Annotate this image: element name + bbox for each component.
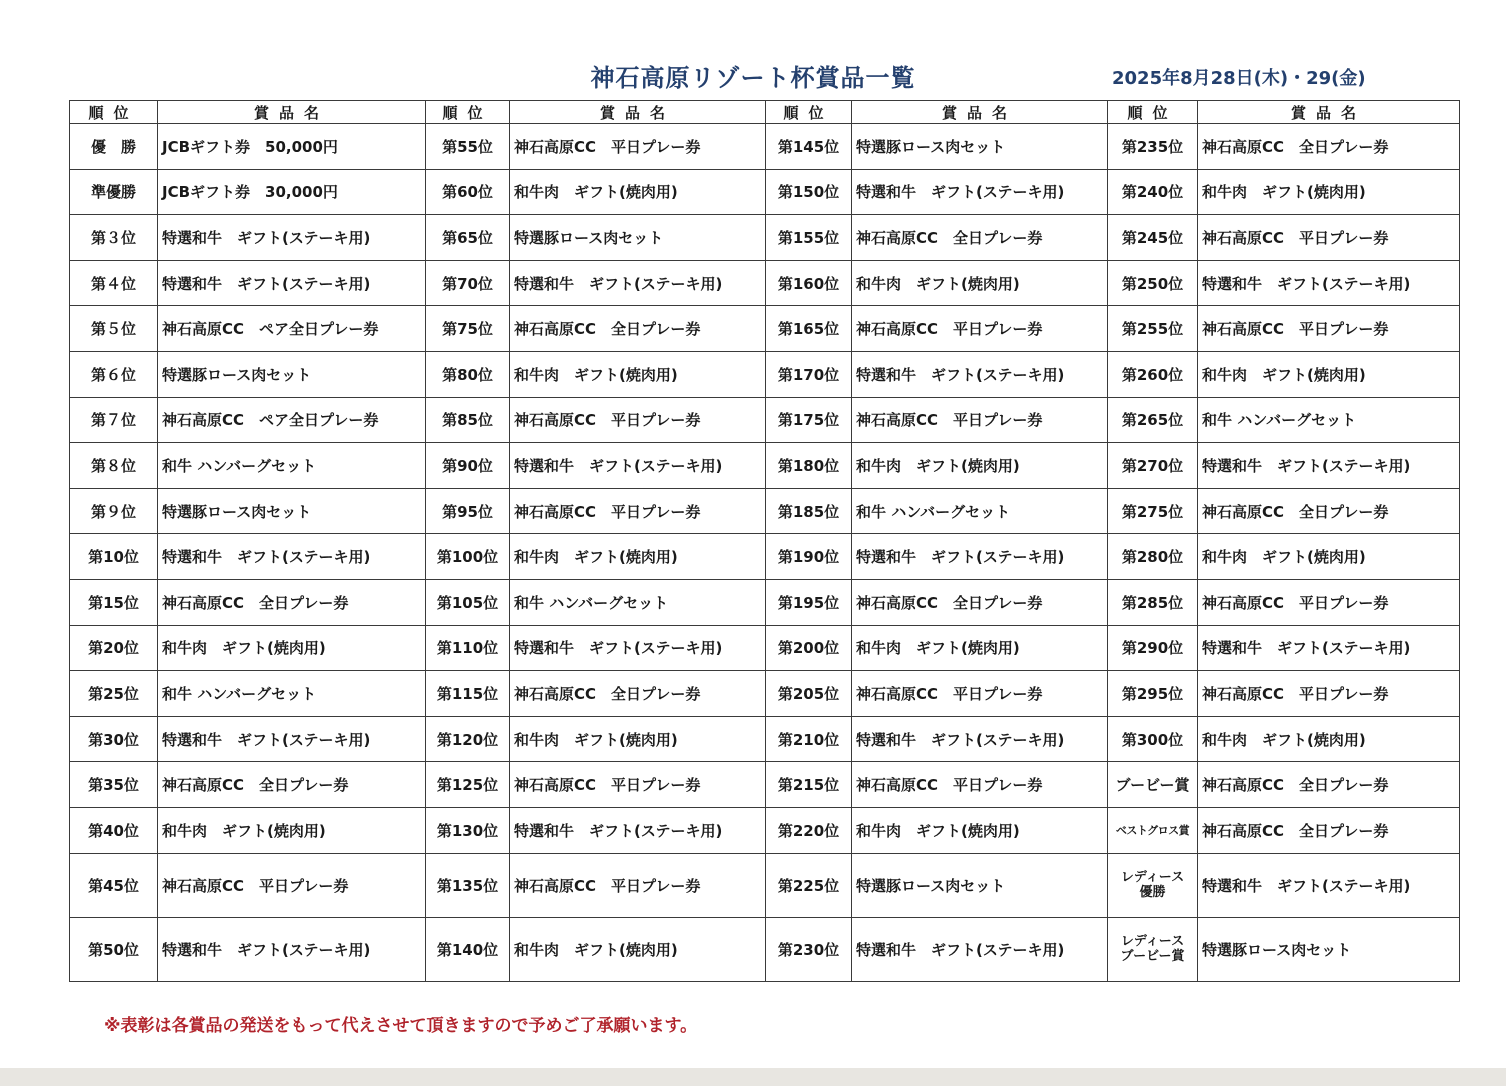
rank-cell: 第240位: [1108, 169, 1198, 215]
prize-cell: 特選和牛 ギフト(ステーキ用): [510, 443, 766, 489]
prize-cell: 和牛肉 ギフト(焼肉用): [510, 351, 766, 397]
rank-cell: 第３位: [70, 215, 158, 261]
rank-cell: 第95位: [426, 488, 510, 534]
prize-cell: 神石高原CC 全日プレー券: [158, 762, 426, 808]
table-row: [70, 853, 1460, 917]
prize-cell: 和牛肉 ギフト(焼肉用): [158, 625, 426, 671]
rank-cell: 第30位: [70, 716, 158, 762]
table-row: [70, 671, 1460, 717]
prize-cell: 神石高原CC 全日プレー券: [852, 579, 1108, 625]
rank-cell: 第215位: [766, 762, 852, 808]
prize-cell: 神石高原CC 平日プレー券: [852, 306, 1108, 352]
rank-cell: 第235位: [1108, 124, 1198, 170]
prize-cell: 和牛肉 ギフト(焼肉用): [510, 169, 766, 215]
prize-cell: 和牛肉 ギフト(焼肉用): [510, 534, 766, 580]
prize-cell: 神石高原CC 平日プレー券: [510, 397, 766, 443]
rank-cell: 第250位: [1108, 260, 1198, 306]
header-prize: 賞品名: [1198, 101, 1460, 124]
header-prize: 賞品名: [510, 101, 766, 124]
rank-cell: 第105位: [426, 579, 510, 625]
rank-cell: 第９位: [70, 488, 158, 534]
prize-cell: 和牛肉 ギフト(焼肉用): [1198, 716, 1460, 762]
rank-cell: 第100位: [426, 534, 510, 580]
rank-cell: 第145位: [766, 124, 852, 170]
rank-cell: ベストグロス賞: [1108, 807, 1198, 853]
rank-cell: 準優勝: [70, 169, 158, 215]
table-row: [70, 716, 1460, 762]
table-row: [70, 397, 1460, 443]
prize-cell: 神石高原CC 全日プレー券: [158, 579, 426, 625]
prize-cell: 特選和牛 ギフト(ステーキ用): [852, 917, 1108, 981]
prize-cell: 特選和牛 ギフト(ステーキ用): [1198, 443, 1460, 489]
rank-cell: 第125位: [426, 762, 510, 808]
rank-cell: 第90位: [426, 443, 510, 489]
prize-cell: 和牛肉 ギフト(焼肉用): [852, 443, 1108, 489]
rank-cell: 第40位: [70, 807, 158, 853]
prize-cell: 特選和牛 ギフト(ステーキ用): [1198, 853, 1460, 917]
prize-cell: 和牛肉 ギフト(焼肉用): [158, 807, 426, 853]
prize-cell: 和牛肉 ギフト(焼肉用): [510, 716, 766, 762]
rank-cell: 第190位: [766, 534, 852, 580]
prize-cell: 神石高原CC 平日プレー券: [510, 124, 766, 170]
table-row: [70, 807, 1460, 853]
rank-cell: 第205位: [766, 671, 852, 717]
rank-cell: 第60位: [426, 169, 510, 215]
rank-cell: 第245位: [1108, 215, 1198, 261]
rank-cell: 第５位: [70, 306, 158, 352]
prize-cell: 特選和牛 ギフト(ステーキ用): [510, 260, 766, 306]
prize-cell: 和牛肉 ギフト(焼肉用): [1198, 351, 1460, 397]
table-row: [70, 351, 1460, 397]
page-title: 神石高原リゾート杯賞品一覧: [590, 64, 916, 92]
rank-cell: 第６位: [70, 351, 158, 397]
prize-cell: 和牛肉 ギフト(焼肉用): [510, 917, 766, 981]
table-header-row: [70, 101, 1460, 124]
prize-cell: 神石高原CC 全日プレー券: [510, 671, 766, 717]
rank-cell: 第85位: [426, 397, 510, 443]
table-row: [70, 215, 1460, 261]
prize-cell: 神石高原CC 平日プレー券: [158, 853, 426, 917]
prize-cell: 神石高原CC 全日プレー券: [852, 215, 1108, 261]
prize-cell: 和牛 ハンバーグセット: [158, 443, 426, 489]
rank-cell: 優 勝: [70, 124, 158, 170]
rank-cell: 第155位: [766, 215, 852, 261]
rank-cell: 第８位: [70, 443, 158, 489]
rank-cell: 第140位: [426, 917, 510, 981]
rank-cell: 第80位: [426, 351, 510, 397]
rank-cell: レディース 優勝: [1108, 853, 1198, 917]
rank-cell: 第200位: [766, 625, 852, 671]
header-prize: 賞品名: [158, 101, 426, 124]
rank-cell: 第115位: [426, 671, 510, 717]
prize-cell: 特選豚ロース肉セット: [158, 488, 426, 534]
rank-cell: 第20位: [70, 625, 158, 671]
table-row: [70, 124, 1460, 170]
rank-cell: 第230位: [766, 917, 852, 981]
rank-cell: 第45位: [70, 853, 158, 917]
prize-cell: 特選和牛 ギフト(ステーキ用): [852, 169, 1108, 215]
table-row: [70, 534, 1460, 580]
prize-cell: 和牛肉 ギフト(焼肉用): [1198, 534, 1460, 580]
prize-cell: 特選和牛 ギフト(ステーキ用): [158, 260, 426, 306]
rank-cell: 第110位: [426, 625, 510, 671]
prize-table-body: [70, 124, 1460, 982]
rank-cell: 第４位: [70, 260, 158, 306]
prize-cell: 特選和牛 ギフト(ステーキ用): [158, 534, 426, 580]
rank-cell: 第65位: [426, 215, 510, 261]
rank-cell: 第285位: [1108, 579, 1198, 625]
rank-cell: 第290位: [1108, 625, 1198, 671]
prize-cell: 特選和牛 ギフト(ステーキ用): [510, 625, 766, 671]
rank-cell: 第210位: [766, 716, 852, 762]
prize-cell: 特選豚ロース肉セット: [852, 853, 1108, 917]
prize-cell: 神石高原CC 平日プレー券: [852, 671, 1108, 717]
prize-cell: 神石高原CC 全日プレー券: [1198, 124, 1460, 170]
table-row: [70, 762, 1460, 808]
prize-cell: 特選和牛 ギフト(ステーキ用): [852, 351, 1108, 397]
prize-cell: 神石高原CC 平日プレー券: [852, 762, 1108, 808]
prize-table: [69, 100, 1460, 982]
prize-cell: 神石高原CC 全日プレー券: [1198, 488, 1460, 534]
rank-cell: 第195位: [766, 579, 852, 625]
rank-cell: 第270位: [1108, 443, 1198, 489]
table-row: [70, 917, 1460, 981]
rank-cell: 第55位: [426, 124, 510, 170]
rank-cell: 第75位: [426, 306, 510, 352]
prize-cell: 和牛 ハンバーグセット: [158, 671, 426, 717]
header-rank: 順位: [1108, 101, 1198, 124]
rank-cell: 第265位: [1108, 397, 1198, 443]
prize-cell: 和牛 ハンバーグセット: [510, 579, 766, 625]
prize-cell: 特選豚ロース肉セット: [852, 124, 1108, 170]
header-prize: 賞品名: [852, 101, 1108, 124]
prize-cell: JCBギフト券 50,000円: [158, 124, 426, 170]
prize-cell: 神石高原CC 全日プレー券: [510, 306, 766, 352]
prize-cell: 神石高原CC 全日プレー券: [1198, 807, 1460, 853]
prize-cell: 和牛 ハンバーグセット: [1198, 397, 1460, 443]
prize-cell: 特選和牛 ギフト(ステーキ用): [1198, 260, 1460, 306]
prize-cell: 神石高原CC 平日プレー券: [1198, 306, 1460, 352]
rank-cell: 第260位: [1108, 351, 1198, 397]
prize-cell: 特選豚ロース肉セット: [510, 215, 766, 261]
rank-cell: 第175位: [766, 397, 852, 443]
prize-cell: 和牛肉 ギフト(焼肉用): [852, 807, 1108, 853]
rank-cell: 第160位: [766, 260, 852, 306]
prize-cell: JCBギフト券 30,000円: [158, 169, 426, 215]
header-rank: 順位: [426, 101, 510, 124]
rank-cell: ブービー賞: [1108, 762, 1198, 808]
header-rank: 順位: [70, 101, 158, 124]
rank-cell: 第180位: [766, 443, 852, 489]
prize-cell: 神石高原CC 平日プレー券: [1198, 579, 1460, 625]
table-row: [70, 488, 1460, 534]
table-row: [70, 625, 1460, 671]
prize-cell: 特選和牛 ギフト(ステーキ用): [158, 716, 426, 762]
prize-cell: 特選和牛 ギフト(ステーキ用): [158, 215, 426, 261]
table-row: [70, 169, 1460, 215]
prize-cell: 特選豚ロース肉セット: [158, 351, 426, 397]
table-row: [70, 306, 1460, 352]
rank-cell: 第280位: [1108, 534, 1198, 580]
prize-cell: 和牛肉 ギフト(焼肉用): [852, 260, 1108, 306]
rank-cell: 第70位: [426, 260, 510, 306]
table-row: [70, 579, 1460, 625]
prize-cell: 特選和牛 ギフト(ステーキ用): [510, 807, 766, 853]
table-row: [70, 260, 1460, 306]
rank-cell: 第７位: [70, 397, 158, 443]
header-rank: 順位: [766, 101, 852, 124]
prize-cell: 特選和牛 ギフト(ステーキ用): [158, 917, 426, 981]
rank-cell: 第255位: [1108, 306, 1198, 352]
prize-cell: 特選豚ロース肉セット: [1198, 917, 1460, 981]
prize-cell: 神石高原CC 平日プレー券: [852, 397, 1108, 443]
rank-cell: 第220位: [766, 807, 852, 853]
rank-cell: 第50位: [70, 917, 158, 981]
paper-edge: [0, 1068, 1506, 1086]
rank-cell: 第275位: [1108, 488, 1198, 534]
prize-cell: 特選和牛 ギフト(ステーキ用): [852, 716, 1108, 762]
rank-cell: 第10位: [70, 534, 158, 580]
rank-cell: 第185位: [766, 488, 852, 534]
rank-cell: 第120位: [426, 716, 510, 762]
rank-cell: 第300位: [1108, 716, 1198, 762]
rank-cell: 第295位: [1108, 671, 1198, 717]
prize-cell: 神石高原CC 平日プレー券: [1198, 215, 1460, 261]
rank-cell: 第130位: [426, 807, 510, 853]
rank-cell: 第170位: [766, 351, 852, 397]
prize-cell: 神石高原CC 平日プレー券: [510, 488, 766, 534]
prize-cell: 神石高原CC 全日プレー券: [1198, 762, 1460, 808]
rank-cell: 第135位: [426, 853, 510, 917]
prize-cell: 神石高原CC ペア全日プレー券: [158, 397, 426, 443]
prize-cell: 神石高原CC ペア全日プレー券: [158, 306, 426, 352]
rank-cell: 第150位: [766, 169, 852, 215]
prize-cell: 和牛肉 ギフト(焼肉用): [1198, 169, 1460, 215]
prize-cell: 和牛肉 ギフト(焼肉用): [852, 625, 1108, 671]
prize-cell: 神石高原CC 平日プレー券: [1198, 671, 1460, 717]
prize-cell: 特選和牛 ギフト(ステーキ用): [1198, 625, 1460, 671]
prize-cell: 神石高原CC 平日プレー券: [510, 853, 766, 917]
rank-cell: レディース ブービー賞: [1108, 917, 1198, 981]
table-row: [70, 443, 1460, 489]
prize-cell: 特選和牛 ギフト(ステーキ用): [852, 534, 1108, 580]
rank-cell: 第25位: [70, 671, 158, 717]
prize-cell: 和牛 ハンバーグセット: [852, 488, 1108, 534]
rank-cell: 第225位: [766, 853, 852, 917]
rank-cell: 第35位: [70, 762, 158, 808]
event-date: 2025年8月28日(木)・29(金): [1112, 68, 1366, 89]
rank-cell: 第15位: [70, 579, 158, 625]
prize-cell: 神石高原CC 平日プレー券: [510, 762, 766, 808]
rank-cell: 第165位: [766, 306, 852, 352]
footer-note: ※表彰は各賞品の発送をもって代えさせて頂きますので予めご了承願います。: [104, 1016, 698, 1036]
